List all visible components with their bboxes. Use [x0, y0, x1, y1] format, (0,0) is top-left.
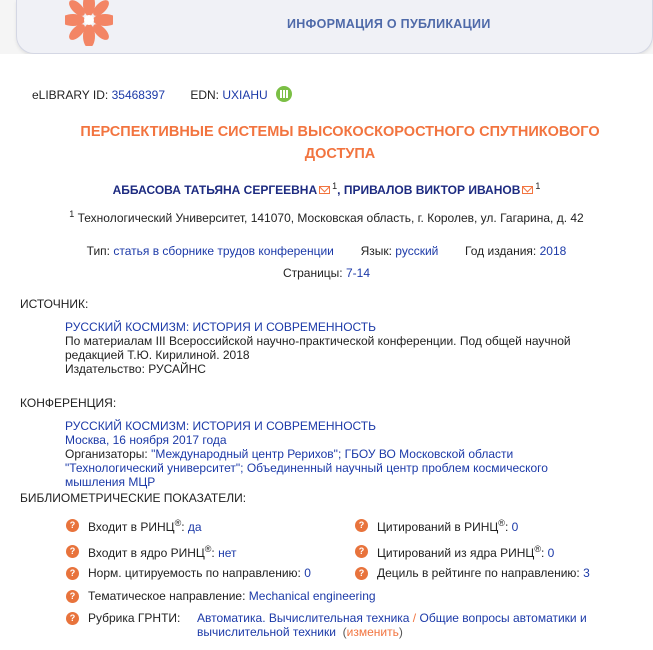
page-header-title: ИНФОРМАЦИЯ О ПУБЛИКАЦИИ	[287, 17, 491, 31]
pages-row	[0, 266, 653, 280]
elibrary-id-value: 35468397	[111, 88, 165, 102]
type-label: Тип:	[86, 244, 111, 258]
author-link[interactable]: ПРИВАЛОВ ВИКТОР ИВАНОВ	[343, 183, 521, 197]
pages-label: Страницы:	[282, 266, 343, 280]
source-publisher: Издательство: РУСАЙНС	[65, 362, 206, 376]
pages-value: 7-14	[345, 266, 371, 280]
lang-label: Язык:	[360, 244, 392, 258]
metric-grnti-label: Рубрика ГРНТИ:	[88, 611, 181, 625]
id-row	[32, 88, 268, 102]
author-link[interactable]: АББАСОВА ТАТЬЯНА СЕРГЕЕВНА	[112, 183, 318, 197]
mail-icon[interactable]	[522, 186, 533, 194]
year-label: Год издания:	[465, 244, 537, 258]
year-value: 2018	[539, 244, 567, 258]
conference-block	[65, 419, 605, 489]
help-icon[interactable]: ?	[355, 567, 368, 580]
meta-row	[0, 244, 653, 258]
mail-icon[interactable]	[319, 186, 330, 194]
conference-place: Москва, 16 ноября 2017 года	[65, 433, 227, 447]
help-icon[interactable]: ?	[66, 612, 79, 625]
type-value: статья в сборнике трудов конференции	[113, 244, 334, 258]
affiliation-sup: 1	[69, 209, 75, 219]
help-icon[interactable]: ?	[66, 545, 79, 558]
conference-title-link[interactable]: РУССКИЙ КОСМИЗМ: ИСТОРИЯ И СОВРЕМЕННОСТЬ	[65, 419, 377, 433]
metric-grnti: Автоматика. Вычислительная техника / Общие вопросы автоматики и вычислительной техники (изменить)	[197, 611, 587, 639]
edn-label: EDN:	[190, 88, 220, 102]
metric-decile-value: 3	[583, 566, 590, 580]
help-icon[interactable]: ?	[355, 519, 368, 532]
metric-direction-value: Mechanical engineering	[248, 589, 376, 603]
organizers-label: Организаторы:	[65, 447, 148, 461]
affiliation-text: Технологический Университет, 141070, Московская область, г. Королев, ул. Гагарина, д. 42	[77, 211, 584, 225]
authors	[0, 181, 653, 197]
metric-rinc-core: Входит в ядро РИНЦ®: нет	[88, 544, 237, 560]
affiliation	[0, 209, 653, 225]
help-icon[interactable]: ?	[355, 545, 368, 558]
source-description: По материалам III Всероссийской научно-практической конференции. Под общей научной редакцией Т.Ю. Кирилиной. 2018	[65, 334, 571, 362]
organizers-value: "Международный центр Рерихов"; ГБОУ ВО Московской области "Технологический университет"; Объединенный научный центр проблем космического мышления МЦР	[65, 447, 548, 489]
help-icon[interactable]: ?	[66, 590, 79, 603]
help-icon[interactable]: ?	[66, 519, 79, 532]
metric-citations-core-value: 0	[547, 546, 555, 560]
author-affil-sup: 1	[535, 181, 541, 191]
author-affil-sup: 1	[332, 181, 338, 191]
conference-label: КОНФЕРЕНЦИЯ:	[20, 396, 117, 410]
grnti-link-b[interactable]: Общие вопросы автоматики и вычислительной техники	[197, 611, 587, 639]
metric-citations-rinc-value: 0	[511, 520, 519, 534]
grnti-link-a[interactable]: Автоматика. Вычислительная техника	[197, 611, 410, 625]
edn-value: UXIAHU	[222, 88, 268, 102]
author-separator: ,	[337, 183, 344, 197]
metric-rinc-in: Входит в РИНЦ®: да	[88, 518, 202, 534]
publication-title: ПЕРСПЕКТИВНЫЕ СИСТЕМЫ ВЫСОКОСКОРОСТНОГО СПУТНИКОВОГО ДОСТУПА	[80, 124, 600, 162]
metric-direction: Тематическое направление: Mechanical engineering	[88, 589, 376, 603]
elibrary-id-label: eLIBRARY ID:	[32, 88, 109, 102]
help-icon[interactable]: ?	[66, 567, 79, 580]
metric-rinc-core-value: нет	[218, 546, 237, 560]
metric-rinc-in-value: да	[187, 520, 202, 534]
metrics-label: БИБЛИОМЕТРИЧЕСКИЕ ПОКАЗАТЕЛИ:	[20, 491, 247, 505]
metric-citations-core: Цитирований из ядра РИНЦ®: 0	[377, 544, 555, 560]
change-link[interactable]: изменить	[346, 625, 399, 639]
source-title-link[interactable]: РУССКИЙ КОСМИЗМ: ИСТОРИЯ И СОВРЕМЕННОСТЬ	[65, 320, 377, 334]
page-header	[16, 0, 653, 54]
qr-code-icon[interactable]	[276, 86, 292, 102]
metric-norm-citation: Норм. цитируемость по направлению: 0	[88, 566, 311, 580]
metric-citations-rinc: Цитирований в РИНЦ®: 0	[377, 518, 519, 534]
lang-value: русский	[395, 244, 439, 258]
source-block	[65, 320, 605, 376]
flower-logo-icon	[65, 0, 113, 46]
metric-norm-citation-value: 0	[304, 566, 311, 580]
metric-decile: Дециль в рейтинге по направлению: 3	[377, 566, 590, 580]
source-label: ИСТОЧНИК:	[20, 297, 89, 311]
